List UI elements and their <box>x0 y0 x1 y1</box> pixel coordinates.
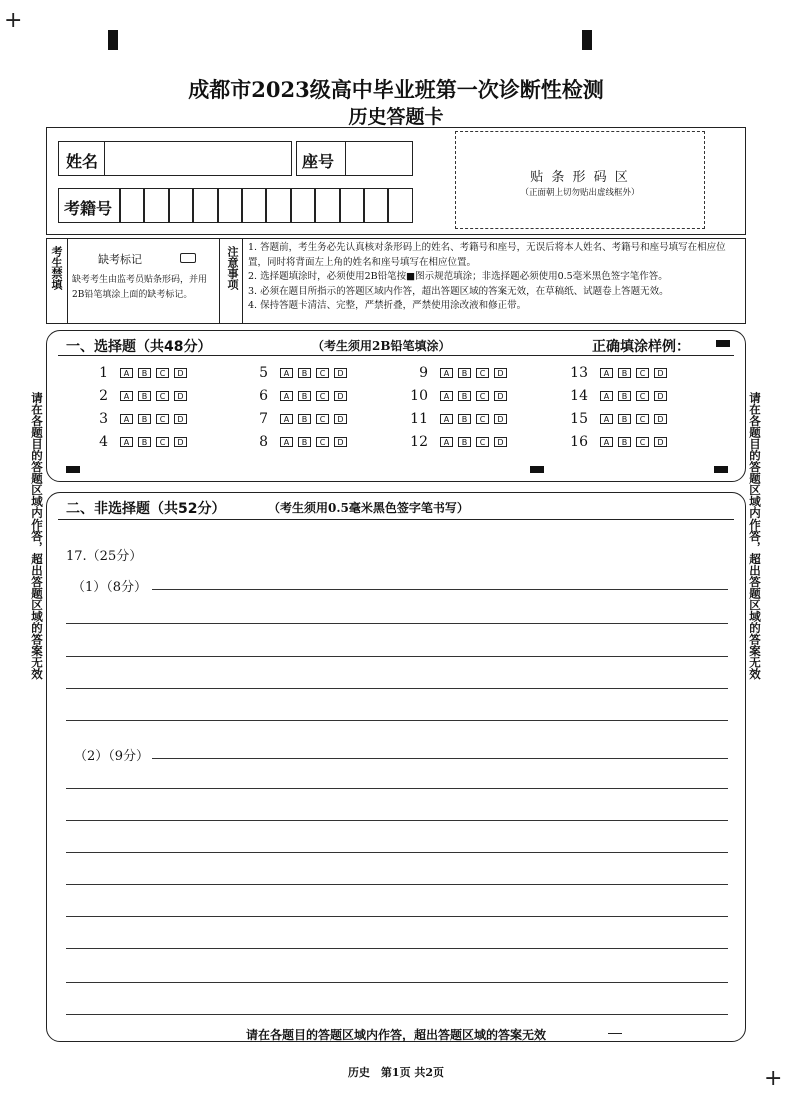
question-number: 9 <box>419 365 428 381</box>
absent-desc: 缺考考生由监考员贴条形码，并用2B铅笔填涂上面的缺考标记。 <box>72 275 208 300</box>
option-bubble[interactable]: B <box>458 368 471 378</box>
option-bubble[interactable]: C <box>156 368 169 378</box>
question-number: 3 <box>99 411 108 427</box>
option-bubble[interactable]: A <box>440 368 453 378</box>
option-bubble[interactable]: D <box>334 437 347 447</box>
answer-line[interactable] <box>66 720 728 721</box>
option-bubble[interactable]: B <box>298 391 311 401</box>
option-bubble[interactable]: D <box>174 391 187 401</box>
sample-label: 正确填涂样例： <box>592 339 690 355</box>
option-bubble[interactable]: C <box>316 437 329 447</box>
option-bubble[interactable]: C <box>156 414 169 424</box>
option-bubble[interactable]: A <box>280 437 293 447</box>
question-number: 14 <box>570 388 588 404</box>
timing-mark <box>530 466 544 473</box>
notice-item: 3. 必须在题目所指示的答题区域内作答，超出答题区域的答案无效，在草稿纸、试题卷上答题无效。 <box>248 285 669 297</box>
question-number: 11 <box>410 411 428 427</box>
name-field[interactable] <box>104 141 292 176</box>
option-bubble[interactable]: C <box>476 414 489 424</box>
seat-label: 座号 <box>302 152 335 171</box>
question-number: 1 <box>99 365 108 381</box>
option-bubble[interactable]: D <box>174 437 187 447</box>
option-bubble[interactable]: C <box>316 368 329 378</box>
question-number: 12 <box>410 434 428 450</box>
answer-line[interactable] <box>66 820 728 821</box>
side-warning-right: 请在各题目的答题区域内作答，超出答题区域的答案无效 <box>748 392 762 680</box>
option-bubble[interactable]: B <box>298 368 311 378</box>
option-bubble[interactable]: A <box>600 414 613 424</box>
option-bubble[interactable]: D <box>174 368 187 378</box>
answer-line[interactable] <box>66 948 728 949</box>
option-bubble[interactable]: A <box>600 368 613 378</box>
exam-no-digit-cell[interactable] <box>242 188 266 223</box>
option-bubble[interactable]: B <box>618 414 631 424</box>
absent-mark-label: 缺考标记 <box>98 253 142 266</box>
question-number: 2 <box>99 388 108 404</box>
question-number: 7 <box>259 411 268 427</box>
answer-line[interactable] <box>66 852 728 853</box>
option-bubble[interactable]: C <box>636 368 649 378</box>
exam-no-digit-cell[interactable] <box>144 188 168 223</box>
section2-title: 二、非选择题（共52分） <box>66 501 226 517</box>
option-bubble[interactable]: D <box>334 414 347 424</box>
exam-no-digit-cell[interactable] <box>388 188 412 223</box>
option-bubble[interactable]: D <box>654 391 667 401</box>
exam-no-digit-cell[interactable] <box>291 188 315 223</box>
exam-no-label: 考籍号 <box>64 199 113 218</box>
answer-line[interactable] <box>152 589 728 590</box>
option-bubble[interactable]: C <box>156 391 169 401</box>
question-number: 4 <box>99 434 108 450</box>
q17-part2-label: （2）（9分） <box>74 749 150 764</box>
option-bubble[interactable]: C <box>636 437 649 447</box>
answer-line[interactable] <box>66 1014 728 1015</box>
timing-mark <box>66 466 80 473</box>
option-bubble[interactable]: D <box>494 368 507 378</box>
option-bubble[interactable]: B <box>138 368 151 378</box>
exam-no-digit-cell[interactable] <box>315 188 339 223</box>
page-subtitle: 历史答题卡 <box>348 106 444 128</box>
sample-fill <box>716 340 730 347</box>
option-bubble[interactable]: A <box>280 368 293 378</box>
option-bubble[interactable]: C <box>476 391 489 401</box>
absent-mark-box[interactable] <box>180 253 196 263</box>
notice-side-label: 注意事项 <box>226 246 239 290</box>
option-bubble[interactable]: D <box>174 414 187 424</box>
option-bubble[interactable]: C <box>316 414 329 424</box>
option-bubble[interactable]: A <box>120 391 133 401</box>
q17-part1-label: （1）（8分） <box>72 580 148 595</box>
option-bubble[interactable]: C <box>476 368 489 378</box>
bottom-warning: 请在各题目的答题区域内作答，超出答题区域的答案无效 <box>245 1028 546 1042</box>
option-bubble[interactable]: D <box>654 414 667 424</box>
option-bubble[interactable]: C <box>636 391 649 401</box>
option-bubble[interactable]: A <box>120 368 133 378</box>
barcode-hint: （正面朝上切勿贴出虚线框外） <box>520 188 640 198</box>
option-bubble[interactable]: B <box>458 437 471 447</box>
option-bubble[interactable]: C <box>476 437 489 447</box>
option-bubble[interactable]: D <box>494 391 507 401</box>
option-bubble[interactable]: C <box>316 391 329 401</box>
option-bubble[interactable]: D <box>334 368 347 378</box>
option-bubble[interactable]: B <box>138 391 151 401</box>
notice-list <box>248 241 744 314</box>
crop-mark-bottom-right: + <box>764 1066 783 1091</box>
barcode-title: 贴 条 形 码 区 <box>530 170 630 185</box>
timing-mark <box>714 466 728 473</box>
answer-line[interactable] <box>66 788 728 789</box>
exam-no-digit-cell[interactable] <box>120 188 144 223</box>
page-footer: 历史 第1页 共2页 <box>347 1066 445 1079</box>
section1-hint: （考生须用2B铅笔填涂） <box>312 339 451 353</box>
option-bubble[interactable]: C <box>156 437 169 447</box>
option-bubble[interactable]: A <box>440 437 453 447</box>
option-bubble[interactable]: A <box>600 391 613 401</box>
option-bubble[interactable]: B <box>138 437 151 447</box>
notice-item: 1. 答题前，考生务必先认真核对条形码上的姓名、考籍号和座号，无误后将本人姓名、考籍号和座号填写在相应位置，同时将背面左上角的姓名和座号填写在相应位置。 <box>248 242 726 268</box>
exam-no-digit-cell[interactable] <box>340 188 364 223</box>
answer-line[interactable] <box>66 884 728 885</box>
section2-hint: （考生须用0.5毫米黑色签字笔书写） <box>268 501 469 515</box>
option-bubble[interactable]: A <box>120 437 133 447</box>
option-bubble[interactable]: A <box>440 414 453 424</box>
timing-mark <box>582 30 592 50</box>
section1-title: 一、选择题（共48分） <box>66 339 212 355</box>
question-number: 5 <box>259 365 268 381</box>
option-bubble[interactable]: B <box>618 437 631 447</box>
option-bubble[interactable]: B <box>618 391 631 401</box>
crop-mark-top-left: + <box>4 8 23 33</box>
answer-line[interactable] <box>66 688 728 689</box>
answer-line[interactable] <box>66 656 728 657</box>
answer-line[interactable] <box>66 982 728 983</box>
exam-no-digit-cell[interactable] <box>193 188 217 223</box>
option-bubble[interactable]: A <box>120 414 133 424</box>
question-number: 15 <box>570 411 588 427</box>
exam-no-digit-cell[interactable] <box>218 188 242 223</box>
option-bubble[interactable]: A <box>280 391 293 401</box>
seat-field[interactable] <box>345 141 413 176</box>
option-bubble[interactable]: D <box>654 437 667 447</box>
option-bubble[interactable]: B <box>298 414 311 424</box>
page-title: 成都市2023级高中毕业班第一次诊断性检测 <box>188 77 604 102</box>
notice-item: 4. 保持答题卡清洁、完整，严禁折叠，严禁使用涂改液和修正带。 <box>248 300 527 311</box>
absent-side-label: 考生禁填 <box>50 246 63 290</box>
exam-no-digit-cell[interactable] <box>364 188 388 223</box>
side-warning-left: 请在各题目的答题区域内作答，超出答题区域的答案无效 <box>30 392 44 680</box>
question-number: 10 <box>410 388 428 404</box>
option-bubble[interactable]: D <box>494 414 507 424</box>
option-bubble[interactable]: A <box>600 437 613 447</box>
option-bubble[interactable]: D <box>334 391 347 401</box>
timing-mark <box>108 30 118 50</box>
answer-line[interactable] <box>66 916 728 917</box>
option-bubble[interactable]: B <box>458 414 471 424</box>
answer-line[interactable] <box>152 758 728 759</box>
option-bubble[interactable]: B <box>618 368 631 378</box>
option-bubble[interactable]: D <box>654 368 667 378</box>
question-number: 16 <box>570 434 588 450</box>
option-bubble[interactable]: D <box>494 437 507 447</box>
option-bubble[interactable]: C <box>636 414 649 424</box>
answer-section <box>46 492 746 1042</box>
option-bubble[interactable]: A <box>280 414 293 424</box>
option-bubble[interactable]: B <box>298 437 311 447</box>
option-bubble[interactable]: B <box>458 391 471 401</box>
option-bubble[interactable]: B <box>138 414 151 424</box>
answer-line[interactable] <box>66 623 728 624</box>
exam-no-digit-cell[interactable] <box>169 188 193 223</box>
question-number: 6 <box>259 388 268 404</box>
option-bubble[interactable]: A <box>440 391 453 401</box>
name-label: 姓名 <box>66 152 99 171</box>
notice-item: 2. 选择题填涂时，必须使用2B铅笔按■图示规范填涂；非选择题必须使用0.5毫米黑色签字笔作答。 <box>248 271 668 282</box>
question-number: 13 <box>570 365 588 381</box>
exam-no-digit-cell[interactable] <box>266 188 290 223</box>
question-number: 8 <box>259 434 268 450</box>
q17-label: 17.（25分） <box>66 549 143 564</box>
